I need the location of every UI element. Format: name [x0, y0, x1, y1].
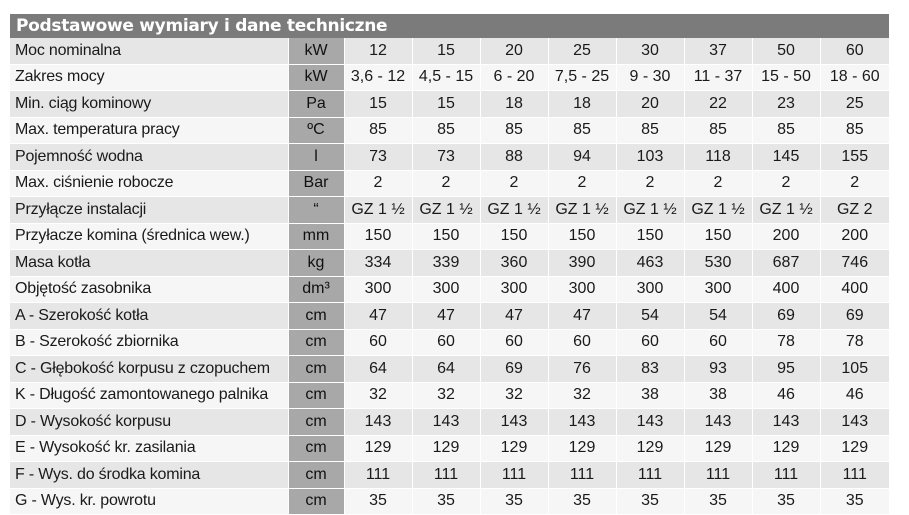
- table-cell: 129: [412, 435, 480, 462]
- table-cell: 746: [820, 250, 889, 277]
- table-cell: GZ 1 ½: [412, 197, 480, 224]
- table-cell: 2: [480, 170, 548, 197]
- table-cell: 20: [616, 91, 684, 118]
- table-cell: 32: [548, 382, 616, 409]
- table-cell: 60: [820, 38, 889, 64]
- table-row: [10, 91, 889, 118]
- table-cell: 47: [344, 303, 412, 330]
- table-cell: 69: [820, 303, 889, 330]
- table-cell: 93: [684, 356, 752, 383]
- table-cell: 78: [752, 329, 820, 356]
- row-label: D - Wysokość korpusu: [10, 409, 288, 436]
- table-row: [10, 170, 889, 197]
- table-row: [10, 382, 889, 409]
- table-cell: 155: [820, 144, 889, 171]
- table-cell: 7,5 - 25: [548, 64, 616, 91]
- table-cell: 60: [412, 329, 480, 356]
- table-row: [10, 435, 889, 462]
- table-cell: 88: [480, 144, 548, 171]
- table-row: [10, 64, 889, 91]
- row-label: Przyłacze komina (średnica wew.): [10, 223, 288, 250]
- table-cell: 38: [616, 382, 684, 409]
- row-label: G - Wys. kr. powrotu: [10, 488, 288, 515]
- row-unit: dm³: [288, 276, 344, 303]
- table-cell: 60: [616, 329, 684, 356]
- row-label: A - Szerokość kotła: [10, 303, 288, 330]
- table-cell: GZ 1 ½: [616, 197, 684, 224]
- table-cell: 150: [548, 223, 616, 250]
- table-cell: 300: [548, 276, 616, 303]
- table-cell: 111: [412, 462, 480, 489]
- table-cell: 76: [548, 356, 616, 383]
- row-label: Przyłącze instalacji: [10, 197, 288, 224]
- table-cell: 54: [616, 303, 684, 330]
- table-cell: 150: [480, 223, 548, 250]
- table-cell: 15 - 50: [752, 64, 820, 91]
- row-label: Pojemność wodna: [10, 144, 288, 171]
- table-cell: GZ 1 ½: [752, 197, 820, 224]
- table-cell: 129: [684, 435, 752, 462]
- table-row: [10, 250, 889, 277]
- table-cell: 150: [412, 223, 480, 250]
- row-unit: cm: [288, 329, 344, 356]
- table-cell: 85: [480, 117, 548, 144]
- table-cell: 47: [548, 303, 616, 330]
- row-label: C - Głębokość korpusu z czopuchem: [10, 356, 288, 383]
- table-cell: 145: [752, 144, 820, 171]
- table-cell: 85: [412, 117, 480, 144]
- table-cell: 35: [616, 488, 684, 515]
- table-cell: 143: [412, 409, 480, 436]
- table-cell: 64: [412, 356, 480, 383]
- row-label: Objętość zasobnika: [10, 276, 288, 303]
- table-cell: 64: [344, 356, 412, 383]
- table-cell: 69: [480, 356, 548, 383]
- table-cell: GZ 2: [820, 197, 889, 224]
- table-cell: 300: [480, 276, 548, 303]
- table-cell: 300: [344, 276, 412, 303]
- table-cell: 85: [820, 117, 889, 144]
- table-cell: 6 - 20: [480, 64, 548, 91]
- table-cell: GZ 1 ½: [684, 197, 752, 224]
- table-cell: 150: [684, 223, 752, 250]
- row-label: Max. temperatura pracy: [10, 117, 288, 144]
- table-cell: 2: [684, 170, 752, 197]
- table-cell: 143: [684, 409, 752, 436]
- table-cell: 143: [480, 409, 548, 436]
- table-cell: 30: [616, 38, 684, 64]
- table-cell: 150: [344, 223, 412, 250]
- table-cell: 111: [548, 462, 616, 489]
- table-cell: 129: [752, 435, 820, 462]
- table-cell: 25: [820, 91, 889, 118]
- table-cell: 35: [820, 488, 889, 515]
- row-unit: cm: [288, 303, 344, 330]
- table-cell: 37: [684, 38, 752, 64]
- table-cell: 400: [820, 276, 889, 303]
- table-cell: 35: [752, 488, 820, 515]
- table-cell: 47: [480, 303, 548, 330]
- table-cell: 143: [548, 409, 616, 436]
- table-cell: 35: [344, 488, 412, 515]
- table-cell: 111: [616, 462, 684, 489]
- row-unit: mm: [288, 223, 344, 250]
- table-cell: 400: [752, 276, 820, 303]
- row-unit: kW: [288, 64, 344, 91]
- table-title: Podstawowe wymiary i dane techniczne: [10, 14, 889, 38]
- table-cell: 300: [616, 276, 684, 303]
- row-label: K - Długość zamontowanego palnika: [10, 382, 288, 409]
- row-unit: kW: [288, 38, 344, 64]
- table-cell: 32: [480, 382, 548, 409]
- table-row: [10, 144, 889, 171]
- table-row: [10, 409, 889, 436]
- table-cell: 129: [820, 435, 889, 462]
- table-cell: 3,6 - 12: [344, 64, 412, 91]
- table-cell: 95: [752, 356, 820, 383]
- row-unit: “: [288, 197, 344, 224]
- table-cell: 143: [752, 409, 820, 436]
- row-label: Masa kotła: [10, 250, 288, 277]
- table-cell: 85: [344, 117, 412, 144]
- table-cell: 2: [616, 170, 684, 197]
- table-cell: 2: [752, 170, 820, 197]
- table-cell: 111: [752, 462, 820, 489]
- table-cell: 111: [344, 462, 412, 489]
- row-unit: l: [288, 144, 344, 171]
- table-cell: 129: [344, 435, 412, 462]
- table-cell: 83: [616, 356, 684, 383]
- table-row: [10, 276, 889, 303]
- table-row: [10, 38, 889, 64]
- table-row: [10, 303, 889, 330]
- table-cell: 118: [684, 144, 752, 171]
- table-cell: 2: [820, 170, 889, 197]
- table-cell: 12: [344, 38, 412, 64]
- table-cell: 85: [752, 117, 820, 144]
- table-cell: 360: [480, 250, 548, 277]
- table-cell: 687: [752, 250, 820, 277]
- row-unit: cm: [288, 435, 344, 462]
- table-cell: 334: [344, 250, 412, 277]
- table-cell: 69: [752, 303, 820, 330]
- table-cell: 18: [480, 91, 548, 118]
- table-cell: 18: [548, 91, 616, 118]
- table-cell: 38: [684, 382, 752, 409]
- specs-table: [10, 38, 889, 515]
- table-cell: 85: [616, 117, 684, 144]
- table-cell: 94: [548, 144, 616, 171]
- table-cell: 73: [412, 144, 480, 171]
- row-unit: cm: [288, 488, 344, 515]
- table-cell: 200: [752, 223, 820, 250]
- table-cell: 200: [820, 223, 889, 250]
- table-cell: 73: [344, 144, 412, 171]
- table-cell: 35: [548, 488, 616, 515]
- table-cell: 85: [548, 117, 616, 144]
- table-cell: 300: [684, 276, 752, 303]
- table-cell: 103: [616, 144, 684, 171]
- row-label: B - Szerokość zbiornika: [10, 329, 288, 356]
- table-cell: 143: [616, 409, 684, 436]
- table-row: [10, 329, 889, 356]
- table-cell: GZ 1 ½: [480, 197, 548, 224]
- table-cell: 300: [412, 276, 480, 303]
- table-cell: 150: [616, 223, 684, 250]
- table-cell: 4,5 - 15: [412, 64, 480, 91]
- table-cell: 111: [480, 462, 548, 489]
- row-label: Moc nominalna: [10, 38, 288, 64]
- table-cell: 78: [820, 329, 889, 356]
- row-unit: cm: [288, 409, 344, 436]
- table-cell: 18 - 60: [820, 64, 889, 91]
- table-cell: GZ 1 ½: [344, 197, 412, 224]
- table-cell: 15: [412, 38, 480, 64]
- row-label: F - Wys. do środka komina: [10, 462, 288, 489]
- row-unit: cm: [288, 382, 344, 409]
- table-cell: 111: [684, 462, 752, 489]
- row-label: Zakres mocy: [10, 64, 288, 91]
- row-unit: ºC: [288, 117, 344, 144]
- table-cell: 25: [548, 38, 616, 64]
- table-cell: 20: [480, 38, 548, 64]
- table-cell: 60: [480, 329, 548, 356]
- table-cell: 111: [820, 462, 889, 489]
- row-unit: Pa: [288, 91, 344, 118]
- table-row: [10, 197, 889, 224]
- table-cell: 35: [412, 488, 480, 515]
- row-unit: kg: [288, 250, 344, 277]
- row-label: E - Wysokość kr. zasilania: [10, 435, 288, 462]
- table-cell: 46: [752, 382, 820, 409]
- table-cell: 11 - 37: [684, 64, 752, 91]
- table-cell: 129: [548, 435, 616, 462]
- table-cell: 2: [344, 170, 412, 197]
- table-cell: 129: [480, 435, 548, 462]
- table-cell: 15: [344, 91, 412, 118]
- table-cell: 32: [412, 382, 480, 409]
- table-cell: 2: [412, 170, 480, 197]
- table-cell: 129: [616, 435, 684, 462]
- table-cell: 60: [344, 329, 412, 356]
- table-cell: 47: [412, 303, 480, 330]
- table-cell: 339: [412, 250, 480, 277]
- table-cell: 60: [548, 329, 616, 356]
- technical-data-sheet: [10, 14, 889, 515]
- table-cell: 85: [684, 117, 752, 144]
- row-label: Min. ciąg kominowy: [10, 91, 288, 118]
- table-cell: 50: [752, 38, 820, 64]
- table-cell: 143: [820, 409, 889, 436]
- table-cell: 15: [412, 91, 480, 118]
- table-cell: 35: [480, 488, 548, 515]
- table-cell: 22: [684, 91, 752, 118]
- table-cell: 32: [344, 382, 412, 409]
- row-label: Max. ciśnienie robocze: [10, 170, 288, 197]
- table-row: [10, 356, 889, 383]
- table-cell: 2: [548, 170, 616, 197]
- table-row: [10, 117, 889, 144]
- table-cell: 143: [344, 409, 412, 436]
- specs-table-body: [10, 38, 889, 515]
- row-unit: Bar: [288, 170, 344, 197]
- row-unit: cm: [288, 462, 344, 489]
- table-cell: 105: [820, 356, 889, 383]
- table-cell: 390: [548, 250, 616, 277]
- table-cell: 463: [616, 250, 684, 277]
- table-cell: 54: [684, 303, 752, 330]
- table-row: [10, 462, 889, 489]
- table-row: [10, 223, 889, 250]
- table-cell: 530: [684, 250, 752, 277]
- table-cell: 60: [684, 329, 752, 356]
- table-cell: GZ 1 ½: [548, 197, 616, 224]
- row-unit: cm: [288, 356, 344, 383]
- table-cell: 23: [752, 91, 820, 118]
- table-cell: 46: [820, 382, 889, 409]
- table-cell: 35: [684, 488, 752, 515]
- table-cell: 9 - 30: [616, 64, 684, 91]
